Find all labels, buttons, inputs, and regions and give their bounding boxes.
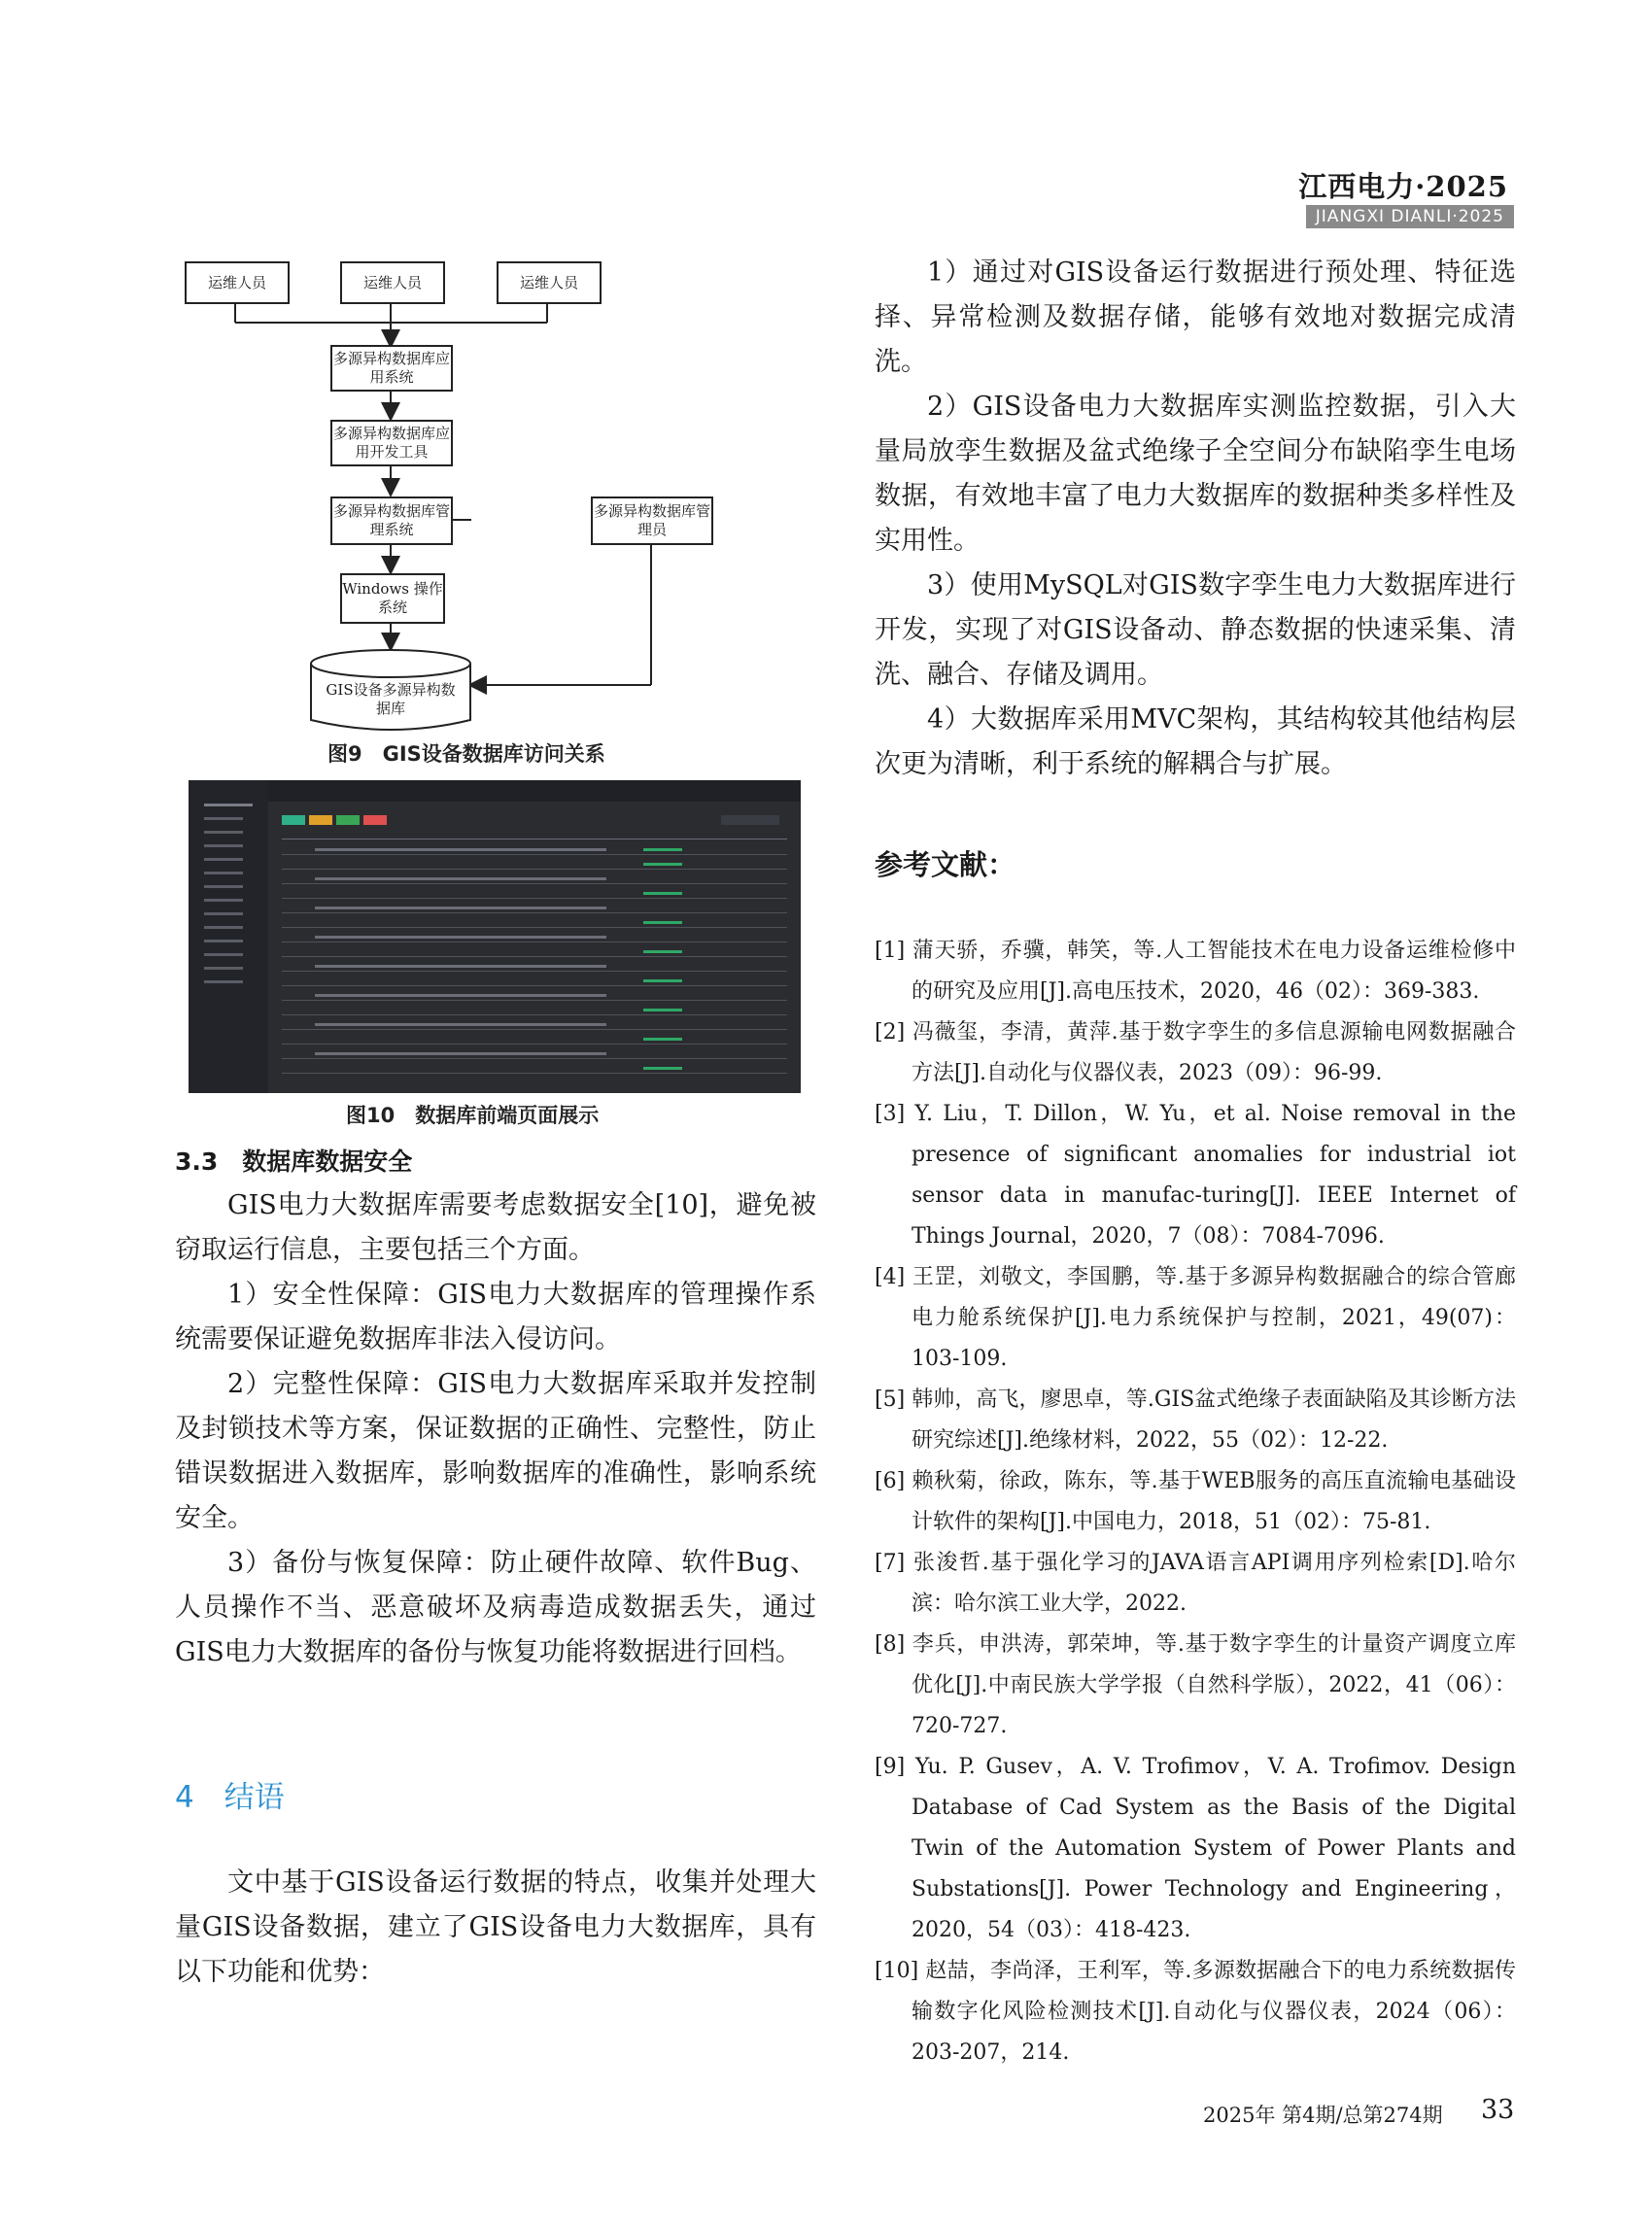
screenshot-red-button (363, 815, 387, 825)
paragraph: 1）通过对GIS设备运行数据进行预处理、特征选择、异常检测及数据存储，能够有效地对数据完成清洗。 (875, 257, 1516, 377)
screenshot-orange-button (309, 815, 332, 825)
journal-title: 江西电力·2025 (1298, 170, 1508, 203)
dev-tool-box: 多源异构数据库应用开发工具 (330, 420, 453, 466)
left-column-body (175, 1183, 816, 1675)
issue-info: 2025年 第4期/总第274期 (1203, 2104, 1443, 2127)
conclusion-paragraph-container (175, 1861, 816, 1995)
reference-list (875, 931, 1516, 2073)
windows-os-box: Windows 操作系统 (340, 573, 445, 624)
reference-item: [9] Yu. P. Gusev，A. V. Trofimov，V. A. Trofimov. Design Database of Cad System as the Basis of the Digital Twin of the Automation System of Power Plants and Substations[J]. Power Technology and Engineering，2020，54（03）：418-423. (875, 1755, 1516, 1942)
figure-9-caption: 图9 GIS设备数据库访问关系 (327, 742, 605, 766)
reference-item: [8] 李兵，申洪涛，郭荣坤，等.基于数字孪生的计量资产调度立库优化[J].中南民族大学学报（自然科学版），2022，41（06）：720-727. (875, 1632, 1516, 1738)
ops-staff-box-1: 运维人员 (185, 261, 290, 304)
db-management-system-box: 多源异构数据库管理系统 (330, 497, 453, 545)
paragraph: 文中基于GIS设备运行数据的特点，收集并处理大量GIS设备数据，建立了GIS设备电力大数据库，具有以下功能和优势： (175, 1867, 816, 1987)
paragraph: 2）GIS设备电力大数据库实测监控数据，引入大量局放孪生数据及盆式绝缘子全空间分布缺陷孪生电场数据，有效地丰富了电力大数据库的数据种类多样性及实用性。 (875, 392, 1516, 556)
figure-10-caption: 图10 数据库前端页面展示 (346, 1104, 600, 1127)
figure-10-screenshot (189, 780, 801, 1093)
figure-9-diagram (175, 248, 739, 753)
reference-item: [5] 韩帅，高飞，廖思卓，等.GIS盆式绝缘子表面缺陷及其诊断方法研究综述[J].绝缘材料，2022，55（02）：12-22. (875, 1387, 1516, 1453)
db-admin-box: 多源异构数据库管理员 (591, 497, 713, 545)
paragraph: 2）完整性保障：GIS电力大数据库采取并发控制及封锁技术等方案，保证数据的正确性、完整性，防止错误数据进入数据库，影响数据库的准确性，影响系统安全。 (175, 1369, 816, 1533)
database-cylinder-label: GIS设备多源异构数据库 (326, 681, 456, 717)
paragraph: 4）大数据库采用MVC架构，其结构较其他结构层次更为清晰，利于系统的解耦合与扩展。 (875, 704, 1516, 779)
journal-subtitle: JIANGXI DIANLI·2025 (1306, 205, 1514, 228)
screenshot-green-button (282, 815, 305, 825)
reference-item: [4] 王罡，刘敬文，李国鹏，等.基于多源异构数据融合的综合管廊电力舱系统保护[J].电力系统保护与控制，2021，49(07)：103-109. (875, 1265, 1516, 1371)
screenshot-topbar (268, 780, 801, 802)
screenshot-green-button-2 (336, 815, 360, 825)
ops-staff-box-3: 运维人员 (497, 261, 602, 304)
reference-item: [2] 冯薇玺，李清，黄萍.基于数字孪生的多信息源输电网数据融合方法[J].自动化与仪器仪表，2023（09）：96-99. (875, 1020, 1516, 1085)
reference-item: [10] 赵喆，李尚泽，王利军，等.多源数据融合下的电力系统数据传输数字化风险检测技术[J].自动化与仪器仪表，2024（06）：203-207，214. (875, 1959, 1516, 2065)
screenshot-sidebar (189, 780, 268, 1093)
paragraph: 3）备份与恢复保障：防止硬件故障、软件Bug、人员操作不当、恶意破坏及病毒造成数据丢失，通过GIS电力大数据库的备份与恢复功能将数据进行回档。 (175, 1548, 816, 1667)
reference-item: [6] 赖秋菊，徐政，陈东，等.基于WEB服务的高压直流输电基础设计软件的架构[J].中国电力，2018，51（02）：75-81. (875, 1469, 1516, 1534)
references-heading: 参考文献： (875, 848, 1016, 881)
reference-item: [3] Y. Liu，T. Dillon，W. Yu，et al. Noise removal in the presence of significant anomalies for industrial iot sensor data in manufac-turing[J]. IEEE Internet of Things Journal，2020，7（08）：7084-7096. (875, 1102, 1516, 1249)
screenshot-search-box (721, 815, 779, 825)
paragraph: 1）安全性保障：GIS电力大数据库的管理操作系统需要保证避免数据库非法入侵访问。 (175, 1280, 816, 1354)
section-3-3-heading: 3.3 数据库数据安全 (175, 1147, 413, 1176)
page-number: 33 (1481, 2095, 1515, 2125)
ops-staff-box-2: 运维人员 (340, 261, 445, 304)
paragraph: 3）使用MySQL对GIS数字孪生电力大数据库进行开发，实现了对GIS设备动、静态数据的快速采集、清洗、融合、存储及调用。 (875, 570, 1516, 690)
app-system-box: 多源异构数据库应用系统 (330, 345, 453, 392)
paragraph: GIS电力大数据库需要考虑数据安全[10]，避免被窃取运行信息，主要包括三个方面。 (175, 1190, 816, 1265)
right-column-body (875, 251, 1516, 787)
reference-item: [7] 张浚哲.基于强化学习的JAVA语言API调用序列检索[D].哈尔滨：哈尔滨工业大学，2022. (875, 1551, 1516, 1616)
section-4-heading: 4 结语 (175, 1780, 285, 1815)
reference-item: [1] 蒲天骄，乔骥，韩笑，等.人工智能技术在电力设备运维检修中的研究及应用[J].高电压技术，2020，46（02）：369-383. (875, 939, 1516, 1004)
